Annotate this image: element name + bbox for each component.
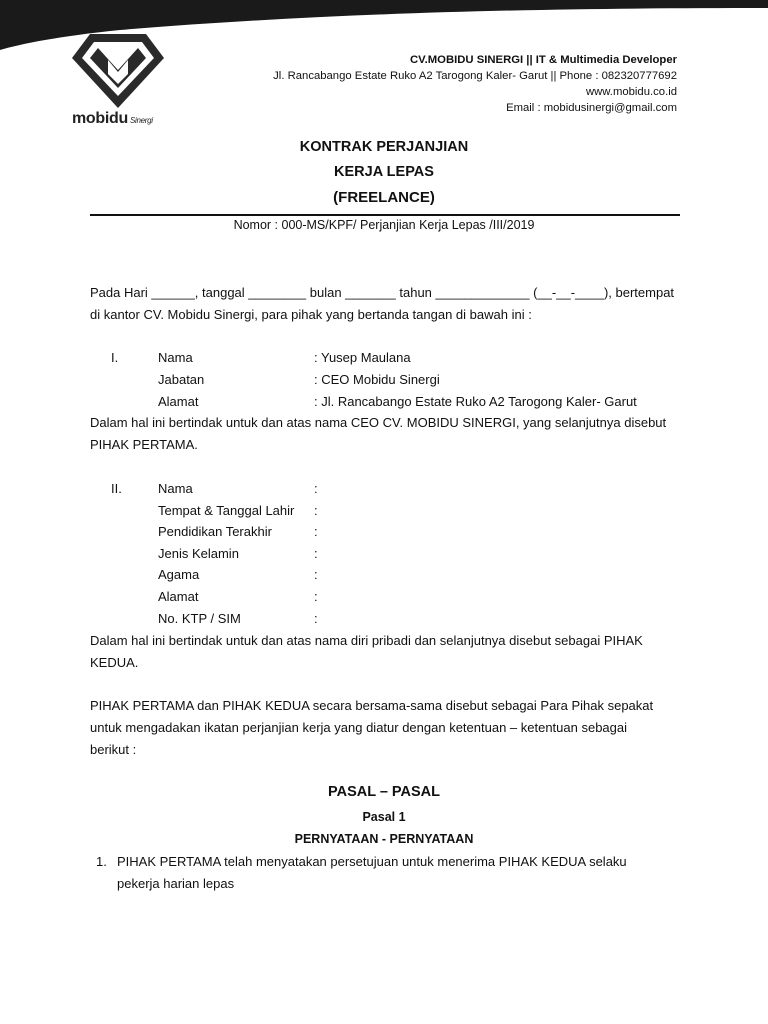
party2-value-ttl: :: [314, 503, 318, 518]
intro-line1: Pada Hari ______, tanggal ________ bulan _______ tahun _____________ (__-__-____), bertempat: [90, 285, 675, 300]
party2-statement-line2: KEDUA.: [90, 655, 139, 670]
party2-value-agama: :: [314, 567, 318, 582]
party2-label-pendidikan: Pendidikan Terakhir: [158, 524, 272, 539]
document-title-line1: KONTRAK PERJANJIAN: [299, 139, 469, 155]
party1-numeral: I.: [111, 350, 119, 365]
agreement-line2: untuk mengadakan ikatan perjanjian kerja yang diatur dengan ketentuan – ketentuan sebagai: [90, 720, 628, 735]
party1-label-jabatan: Jabatan: [158, 372, 205, 387]
party1-value-nama: : Yusep Maulana: [314, 350, 411, 365]
company-name: CV.MOBIDU SINERGI: [409, 54, 524, 66]
document-number: Nomor : 000-MS/KPF/ Perjanjian Kerja Lepas /III/2019: [233, 218, 535, 232]
party2-statement-line1: Dalam hal ini bertindak untuk dan atas nama diri pribadi dan selanjutnya disebut sebagai PIHAK: [90, 633, 643, 648]
agreement-line1: PIHAK PERTAMA dan PIHAK KEDUA secara bersama-sama disebut sebagai Para Pihak sepakat: [90, 698, 654, 713]
pasal-item-line2: pekerja harian lepas: [117, 876, 235, 891]
pasal-item-line1: PIHAK PERTAMA telah menyatakan persetujuan untuk menerima PIHAK KEDUA selaku: [117, 854, 627, 869]
party1-label-alamat: Alamat: [158, 394, 199, 409]
intro-line2: di kantor CV. Mobidu Sinergi, para pihak yang bertanda tangan di bawah ini :: [90, 307, 532, 322]
party2-value-nama: :: [314, 481, 318, 496]
company-address: Jl. Rancabango Estate Ruko A2 Tarogong Kaler- Garut || Phone : 082320777692: [273, 70, 677, 82]
party2-value-jenis-kelamin: :: [314, 546, 318, 561]
agreement-line3: berikut :: [90, 742, 137, 757]
party1-label-nama: Nama: [158, 350, 193, 365]
title-divider: [90, 214, 680, 216]
party2-label-agama: Agama: [158, 567, 200, 582]
company-email: Email : mobidusinergi@gmail.com: [506, 102, 677, 114]
pasal-number: Pasal 1: [362, 810, 406, 824]
party2-label-alamat: Alamat: [158, 589, 199, 604]
party2-value-alamat: :: [314, 589, 318, 604]
pasal-subheading: PERNYATAAN - PERNYATAAN: [294, 832, 474, 846]
document-title-line3: (FREELANCE): [333, 189, 435, 206]
pasal-item-number: 1.: [96, 854, 107, 869]
party2-value-ktp: :: [314, 611, 318, 626]
party1-value-jabatan: : CEO Mobidu Sinergi: [314, 372, 440, 387]
party2-value-pendidikan: :: [314, 524, 318, 539]
party2-numeral: II.: [111, 481, 122, 496]
document-title-line2: KERJA LEPAS: [334, 164, 434, 180]
party2-label-nama: Nama: [158, 481, 193, 496]
logo-wordmark: mobidu Sinergi: [72, 110, 153, 127]
party1-statement-line1: Dalam hal ini bertindak untuk dan atas nama CEO CV. MOBIDU SINERGI, yang selanjutnya disebut: [90, 415, 667, 430]
party2-label-jenis-kelamin: Jenis Kelamin: [158, 546, 239, 561]
company-tagline: || IT & Multimedia Developer: [523, 54, 677, 66]
party2-label-ktp: No. KTP / SIM: [158, 611, 241, 626]
party1-value-alamat: : Jl. Rancabango Estate Ruko A2 Tarogong Kaler- Garut: [314, 394, 637, 409]
party2-label-ttl: Tempat & Tanggal Lahir: [158, 503, 295, 518]
pasal-heading: PASAL – PASAL: [328, 784, 440, 800]
party1-statement-line2: PIHAK PERTAMA.: [90, 437, 198, 452]
company-website: www.mobidu.co.id: [585, 86, 677, 98]
company-info: [273, 52, 677, 116]
